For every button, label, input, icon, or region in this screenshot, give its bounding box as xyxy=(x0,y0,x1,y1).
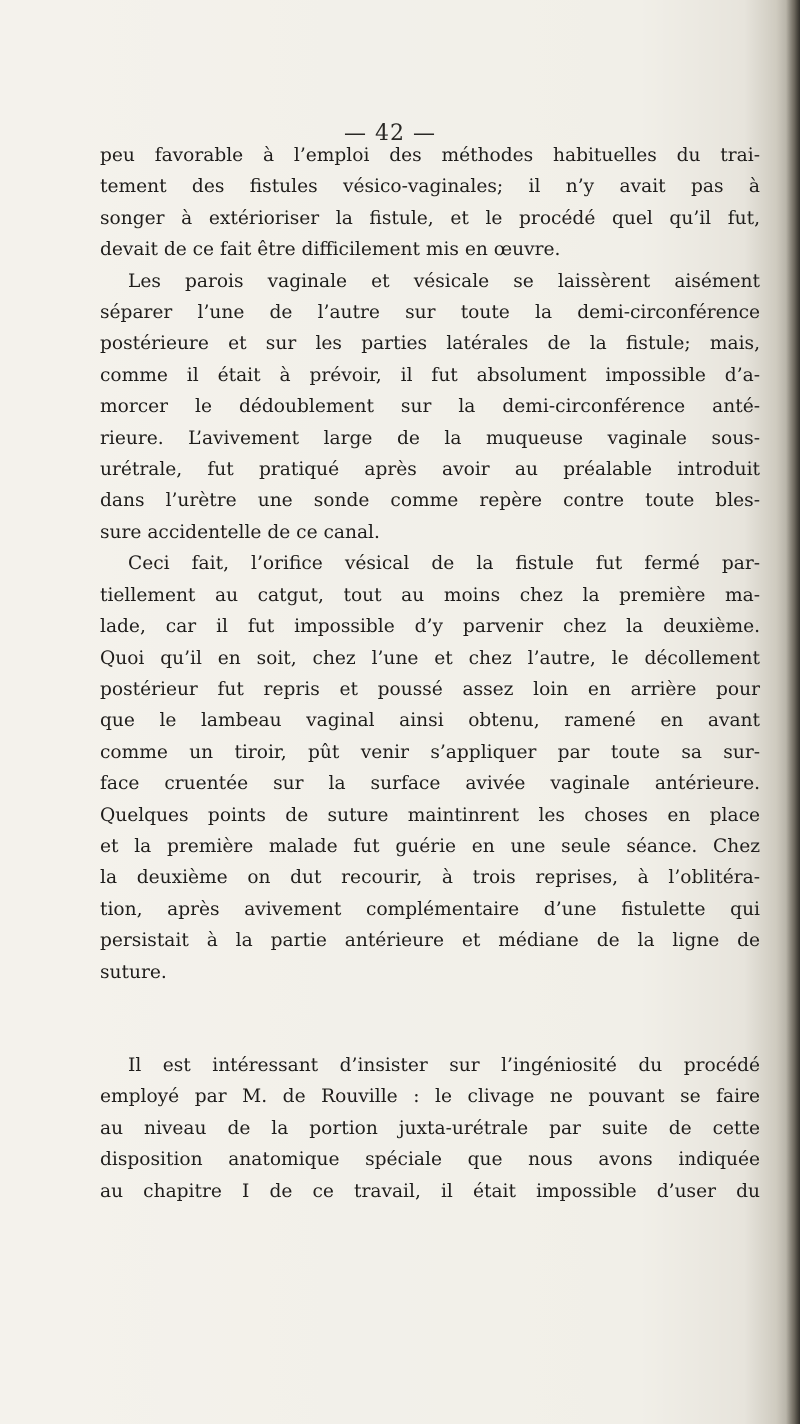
text-line: songer à extérioriser la fistule, et le procédé quel qu’il fut, xyxy=(100,207,760,229)
text-line: suture. xyxy=(100,961,167,983)
text-line: postérieure et sur les parties latérales de la fistule; mais, xyxy=(100,333,760,355)
text-line: au niveau de la portion juxta-urétrale par suite de cette xyxy=(100,1117,760,1139)
text-line: et la première malade fut guérie en une seule séance. Chez xyxy=(100,835,760,857)
text-line: séparer l’une de l’autre sur toute la demi-circonférence xyxy=(100,302,760,324)
text-line: au chapitre I de ce travail, il était impossible d’user du xyxy=(100,1180,760,1202)
text-line: tion, après avivement complémentaire d’une fistulette qui xyxy=(100,898,760,920)
text-line: urétrale, fut pratiqué après avoir au préalable introduit xyxy=(100,459,760,481)
text-line: employé par M. de Rouville : le clivage ne pouvant se faire xyxy=(100,1086,760,1108)
body-text-part1 xyxy=(100,140,760,988)
text-line: tiellement au catgut, tout au moins chez la première ma- xyxy=(100,584,760,606)
text-line: Quelques points de suture maintinrent les choses en place xyxy=(100,804,760,826)
text-line: Ceci fait, l’orifice vésical de la fistule fut fermé par- xyxy=(128,553,760,575)
text-line: disposition anatomique spéciale que nous avons indiquée xyxy=(100,1149,760,1171)
text-line: postérieur fut repris et poussé assez loin en arrière pour xyxy=(100,678,760,700)
text-line: peu favorable à l’emploi des méthodes habituelles du trai- xyxy=(100,145,760,166)
text-line: morcer le dédoublement sur la demi-circonférence anté- xyxy=(100,396,760,418)
text-line: devait de ce fait être difficilement mis en œuvre. xyxy=(100,239,561,261)
text-line: que le lambeau vaginal ainsi obtenu, ramené en avant xyxy=(100,710,760,732)
text-line: la deuxième on dut recourir, à trois reprises, à l’oblitéra- xyxy=(100,867,760,889)
text-line: Il est intéressant d’insister sur l’ingéniosité du procédé xyxy=(128,1055,760,1076)
text-line: Quoi qu’il en soit, chez l’une et chez l’autre, le décollement xyxy=(100,647,760,669)
text-line: tement des fistules vésico-vaginales; il n’y avait pas à xyxy=(100,176,760,198)
text-line: comme un tiroir, pût venir s’appliquer par toute sa sur- xyxy=(100,741,760,763)
text-line: comme il était à prévoir, il fut absolument impossible d’a- xyxy=(100,364,760,386)
text-line: persistait à la partie antérieure et médiane de la ligne de xyxy=(100,930,760,952)
page-number: — 42 — xyxy=(344,121,436,146)
body-text-part2 xyxy=(100,1050,760,1207)
text-line: lade, car il fut impossible d’y parvenir chez la deuxième. xyxy=(100,616,760,638)
text-line: Les parois vaginale et vésicale se laissèrent aisément xyxy=(128,270,760,292)
page-edge-shadow xyxy=(786,0,800,1424)
text-line: sure accidentelle de ce canal. xyxy=(100,521,380,543)
text-line: rieure. L’avivement large de la muqueuse vaginale sous- xyxy=(100,427,760,449)
text-line: face cruentée sur la surface avivée vaginale antérieure. xyxy=(100,773,760,795)
text-line: dans l’urètre une sonde comme repère contre toute bles- xyxy=(100,490,760,512)
